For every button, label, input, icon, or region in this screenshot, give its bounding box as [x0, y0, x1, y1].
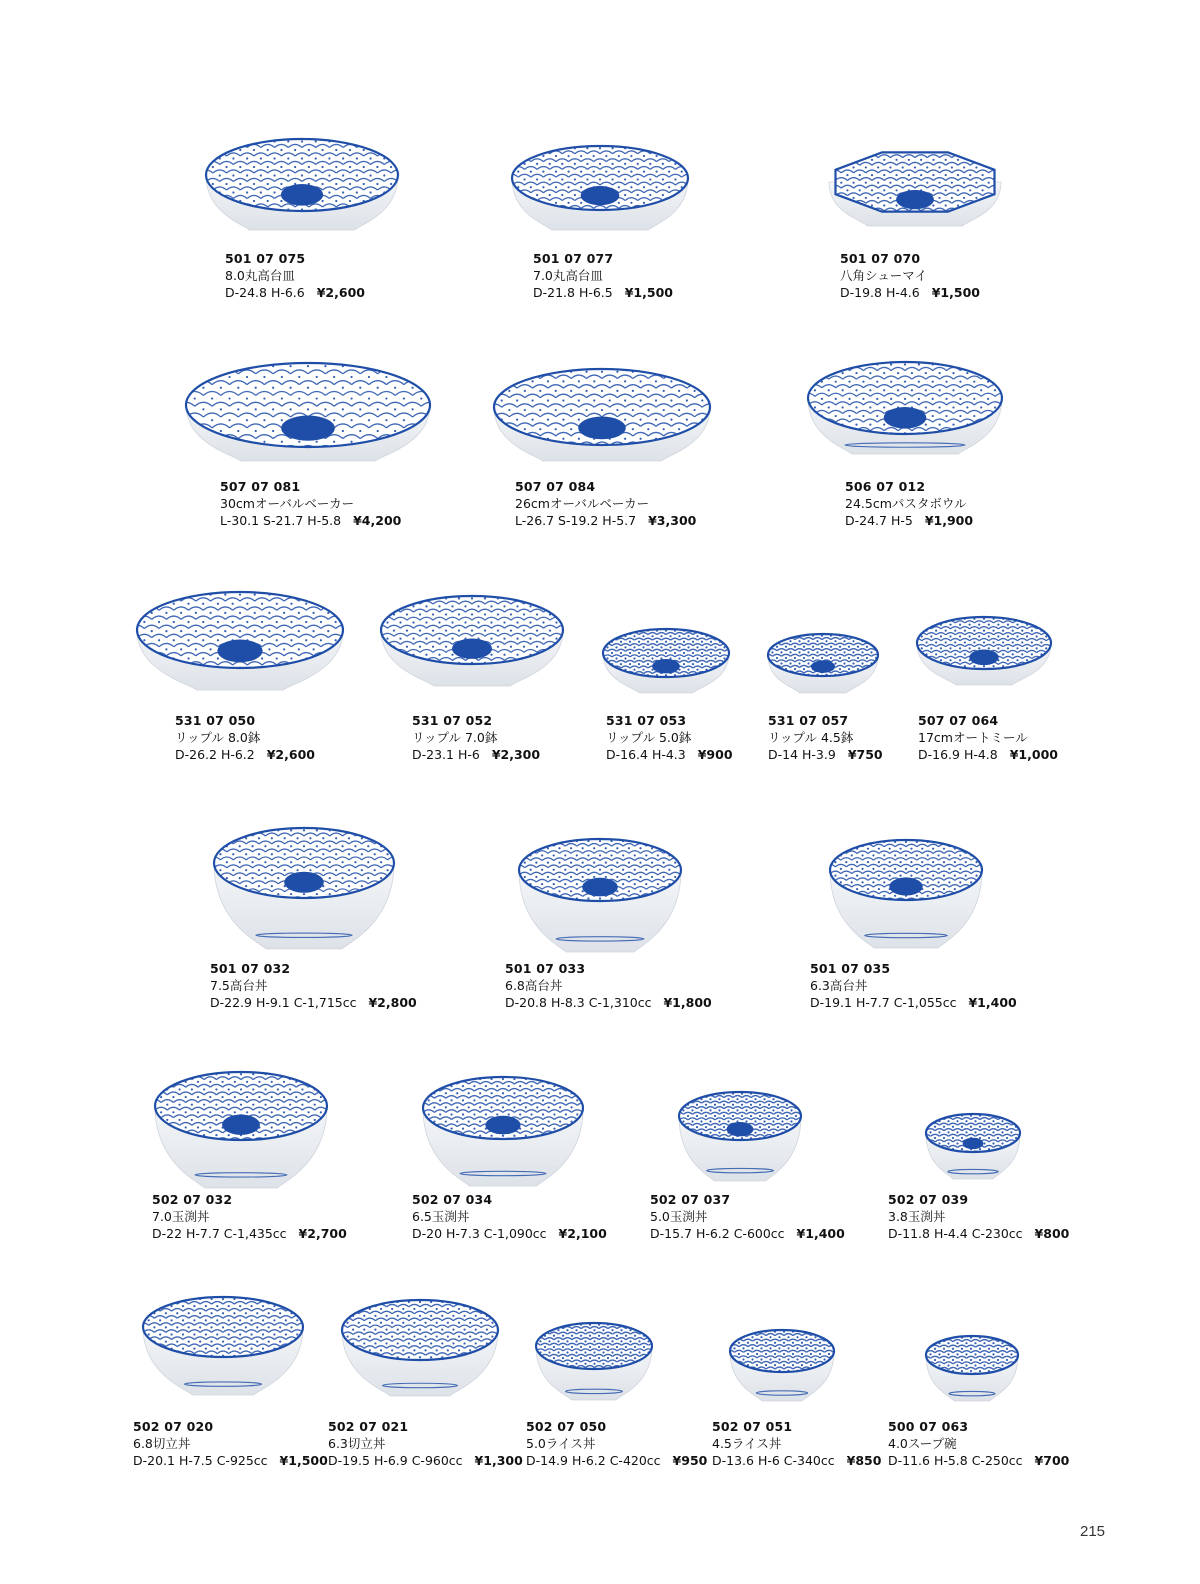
product-code: 502 07 037: [650, 1192, 731, 1207]
product-caption: [210, 960, 417, 1011]
product-spec-line: [810, 994, 1017, 1011]
product-image: [724, 1324, 840, 1428]
product-dimensions: D-14.9 H-6.2 C-420cc: [526, 1453, 661, 1468]
product-spec-line: [175, 746, 315, 763]
product-price: ¥800: [1034, 1226, 1070, 1241]
product-name: 8.0丸高台皿: [225, 268, 295, 283]
product-code: 531 07 057: [768, 713, 849, 728]
product-name: 3.8玉渕丼: [888, 1209, 946, 1224]
product-spec-line: [840, 284, 980, 301]
product-image: [375, 590, 569, 726]
product-code: 531 07 052: [412, 713, 493, 728]
product-image: [762, 628, 884, 720]
product-name: リップル 7.0鉢: [412, 730, 498, 745]
product-caption: [888, 1418, 1069, 1469]
product-spec-line: [152, 1225, 347, 1242]
product-image: [911, 611, 1057, 717]
product-spec-line: [712, 1452, 881, 1469]
product-spec-line: [606, 746, 733, 763]
product-price: ¥4,200: [353, 513, 402, 528]
product-dimensions: D-19.8 H-4.6: [840, 285, 920, 300]
product-spec-line: [888, 1452, 1069, 1469]
product-code: 506 07 012: [845, 479, 926, 494]
product-spec-line: [210, 994, 417, 1011]
product-price: ¥750: [847, 747, 883, 762]
product-price: ¥1,300: [474, 1453, 523, 1468]
product-spec-line: [845, 512, 973, 529]
product-price: ¥1,400: [968, 995, 1017, 1010]
product-caption: [888, 1191, 1069, 1242]
product-dimensions: D-14 H-3.9: [768, 747, 836, 762]
product-code: 501 07 033: [505, 961, 586, 976]
product-image: [530, 1317, 658, 1429]
product-name: 24.5cmパスタボウル: [845, 496, 967, 511]
product-caption: [650, 1191, 845, 1242]
product-code: 502 07 051: [712, 1419, 793, 1434]
product-code: 501 07 075: [225, 251, 306, 266]
product-name: 7.0玉渕丼: [152, 1209, 210, 1224]
product-name: 17cmオートミール: [918, 730, 1028, 745]
product-dimensions: L-30.1 S-21.7 H-5.8: [220, 513, 342, 528]
product-code: 507 07 064: [918, 713, 999, 728]
product-spec-line: [412, 1225, 607, 1242]
product-spec-line: [133, 1452, 328, 1469]
product-spec-line: [505, 994, 712, 1011]
product-name: 6.3切立丼: [328, 1436, 386, 1451]
product-spec-line: [533, 284, 673, 301]
product-image: [823, 144, 1007, 264]
product-spec-line: [412, 746, 540, 763]
product-name: リップル 4.5鉢: [768, 730, 854, 745]
product-code: 507 07 084: [515, 479, 596, 494]
product-price: ¥850: [846, 1453, 882, 1468]
product-code: 507 07 081: [220, 479, 301, 494]
product-name: 6.3高台丼: [810, 978, 868, 993]
product-price: ¥2,600: [266, 747, 315, 762]
product-price: ¥2,600: [316, 285, 365, 300]
product-code: 502 07 034: [412, 1192, 493, 1207]
product-code: 502 07 032: [152, 1192, 233, 1207]
product-code: 502 07 039: [888, 1192, 969, 1207]
product-dimensions: D-24.8 H-6.6: [225, 285, 305, 300]
product-name: 4.0スープ碗: [888, 1436, 957, 1451]
product-code: 501 07 032: [210, 961, 291, 976]
product-price: ¥2,700: [298, 1226, 347, 1241]
product-price: ¥1,500: [624, 285, 673, 300]
product-dimensions: D-24.7 H-5: [845, 513, 913, 528]
product-image: [597, 623, 735, 723]
product-name: リップル 8.0鉢: [175, 730, 261, 745]
product-dimensions: D-26.2 H-6.2: [175, 747, 255, 762]
product-spec-line: [888, 1225, 1069, 1242]
product-dimensions: D-20.8 H-8.3 C-1,310cc: [505, 995, 652, 1010]
product-price: ¥1,000: [1009, 747, 1058, 762]
product-dimensions: D-20.1 H-7.5 C-925cc: [133, 1453, 268, 1468]
product-name: 6.8高台丼: [505, 978, 563, 993]
product-price: ¥1,400: [796, 1226, 845, 1241]
product-price: ¥1,800: [663, 995, 712, 1010]
product-caption: [768, 712, 883, 763]
product-image: [920, 1108, 1026, 1204]
product-price: ¥1,500: [279, 1453, 328, 1468]
product-price: ¥1,500: [931, 285, 980, 300]
page-number: 215: [1080, 1523, 1106, 1540]
product-dimensions: D-22 H-7.7 C-1,435cc: [152, 1226, 287, 1241]
product-caption: [152, 1191, 347, 1242]
product-name: リップル 5.0鉢: [606, 730, 692, 745]
product-price: ¥1,900: [924, 513, 974, 528]
product-image: [506, 140, 694, 268]
product-caption: [225, 250, 365, 301]
product-code: 502 07 020: [133, 1419, 214, 1434]
product-name: 30cmオーバルベーカー: [220, 496, 355, 511]
product-code: 531 07 050: [175, 713, 256, 728]
product-name: 5.0玉渕丼: [650, 1209, 708, 1224]
product-name: 6.5玉渕丼: [412, 1209, 470, 1224]
product-dimensions: D-22.9 H-9.1 C-1,715cc: [210, 995, 357, 1010]
product-spec-line: [328, 1452, 523, 1469]
product-name: 7.0丸高台皿: [533, 268, 603, 283]
product-caption: [505, 960, 712, 1011]
product-image: [336, 1294, 504, 1432]
product-caption: [220, 478, 401, 529]
product-dimensions: D-21.8 H-6.5: [533, 285, 613, 300]
product-caption: [918, 712, 1058, 763]
product-caption: [840, 250, 980, 301]
product-price: ¥2,300: [491, 747, 541, 762]
product-price: ¥700: [1034, 1453, 1070, 1468]
product-caption: [810, 960, 1017, 1011]
product-image: [920, 1330, 1024, 1426]
product-price: ¥3,300: [648, 513, 697, 528]
product-caption: [133, 1418, 328, 1469]
product-spec-line: [768, 746, 883, 763]
product-dimensions: L-26.7 S-19.2 H-5.7: [515, 513, 637, 528]
product-dimensions: D-23.1 H-6: [412, 747, 480, 762]
product-name: 7.5高台丼: [210, 978, 268, 993]
product-name: 6.8切立丼: [133, 1436, 191, 1451]
product-dimensions: D-16.9 H-4.8: [918, 747, 998, 762]
product-code: 531 07 053: [606, 713, 687, 728]
product-image: [802, 356, 1008, 496]
product-caption: [412, 712, 540, 763]
product-code: 500 07 063: [888, 1419, 969, 1434]
product-caption: [845, 478, 973, 529]
product-code: 501 07 035: [810, 961, 891, 976]
product-code: 502 07 050: [526, 1419, 607, 1434]
product-price: ¥2,800: [368, 995, 417, 1010]
product-spec-line: [526, 1452, 707, 1469]
product-dimensions: D-19.1 H-7.7 C-1,055cc: [810, 995, 957, 1010]
product-code: 501 07 070: [840, 251, 921, 266]
product-caption: [533, 250, 673, 301]
product-spec-line: [918, 746, 1058, 763]
product-price: ¥900: [697, 747, 733, 762]
product-price: ¥2,100: [558, 1226, 607, 1241]
product-caption: [712, 1418, 881, 1469]
product-name: 5.0ライス丼: [526, 1436, 596, 1451]
product-name: 4.5ライス丼: [712, 1436, 782, 1451]
product-spec-line: [220, 512, 401, 529]
product-dimensions: D-13.6 H-6 C-340cc: [712, 1453, 835, 1468]
product-dimensions: D-15.7 H-6.2 C-600cc: [650, 1226, 785, 1241]
product-caption: [328, 1418, 523, 1469]
product-caption: [606, 712, 733, 763]
product-price: ¥950: [672, 1453, 708, 1468]
product-name: 八角シューマイ: [840, 268, 928, 283]
product-dimensions: D-11.6 H-5.8 C-250cc: [888, 1453, 1023, 1468]
product-dimensions: D-19.5 H-6.9 C-960cc: [328, 1453, 463, 1468]
product-caption: [175, 712, 315, 763]
product-code: 502 07 021: [328, 1419, 409, 1434]
product-name: 26cmオーバルベーカー: [515, 496, 650, 511]
product-dimensions: D-11.8 H-4.4 C-230cc: [888, 1226, 1023, 1241]
product-caption: [526, 1418, 707, 1469]
product-image: [137, 1291, 309, 1431]
product-caption: [515, 478, 696, 529]
product-spec-line: [650, 1225, 845, 1242]
product-caption: [412, 1191, 607, 1242]
product-dimensions: D-20 H-7.3 C-1,090cc: [412, 1226, 547, 1241]
product-spec-line: [225, 284, 365, 301]
product-code: 501 07 077: [533, 251, 614, 266]
product-spec-line: [515, 512, 696, 529]
product-dimensions: D-16.4 H-4.3: [606, 747, 686, 762]
